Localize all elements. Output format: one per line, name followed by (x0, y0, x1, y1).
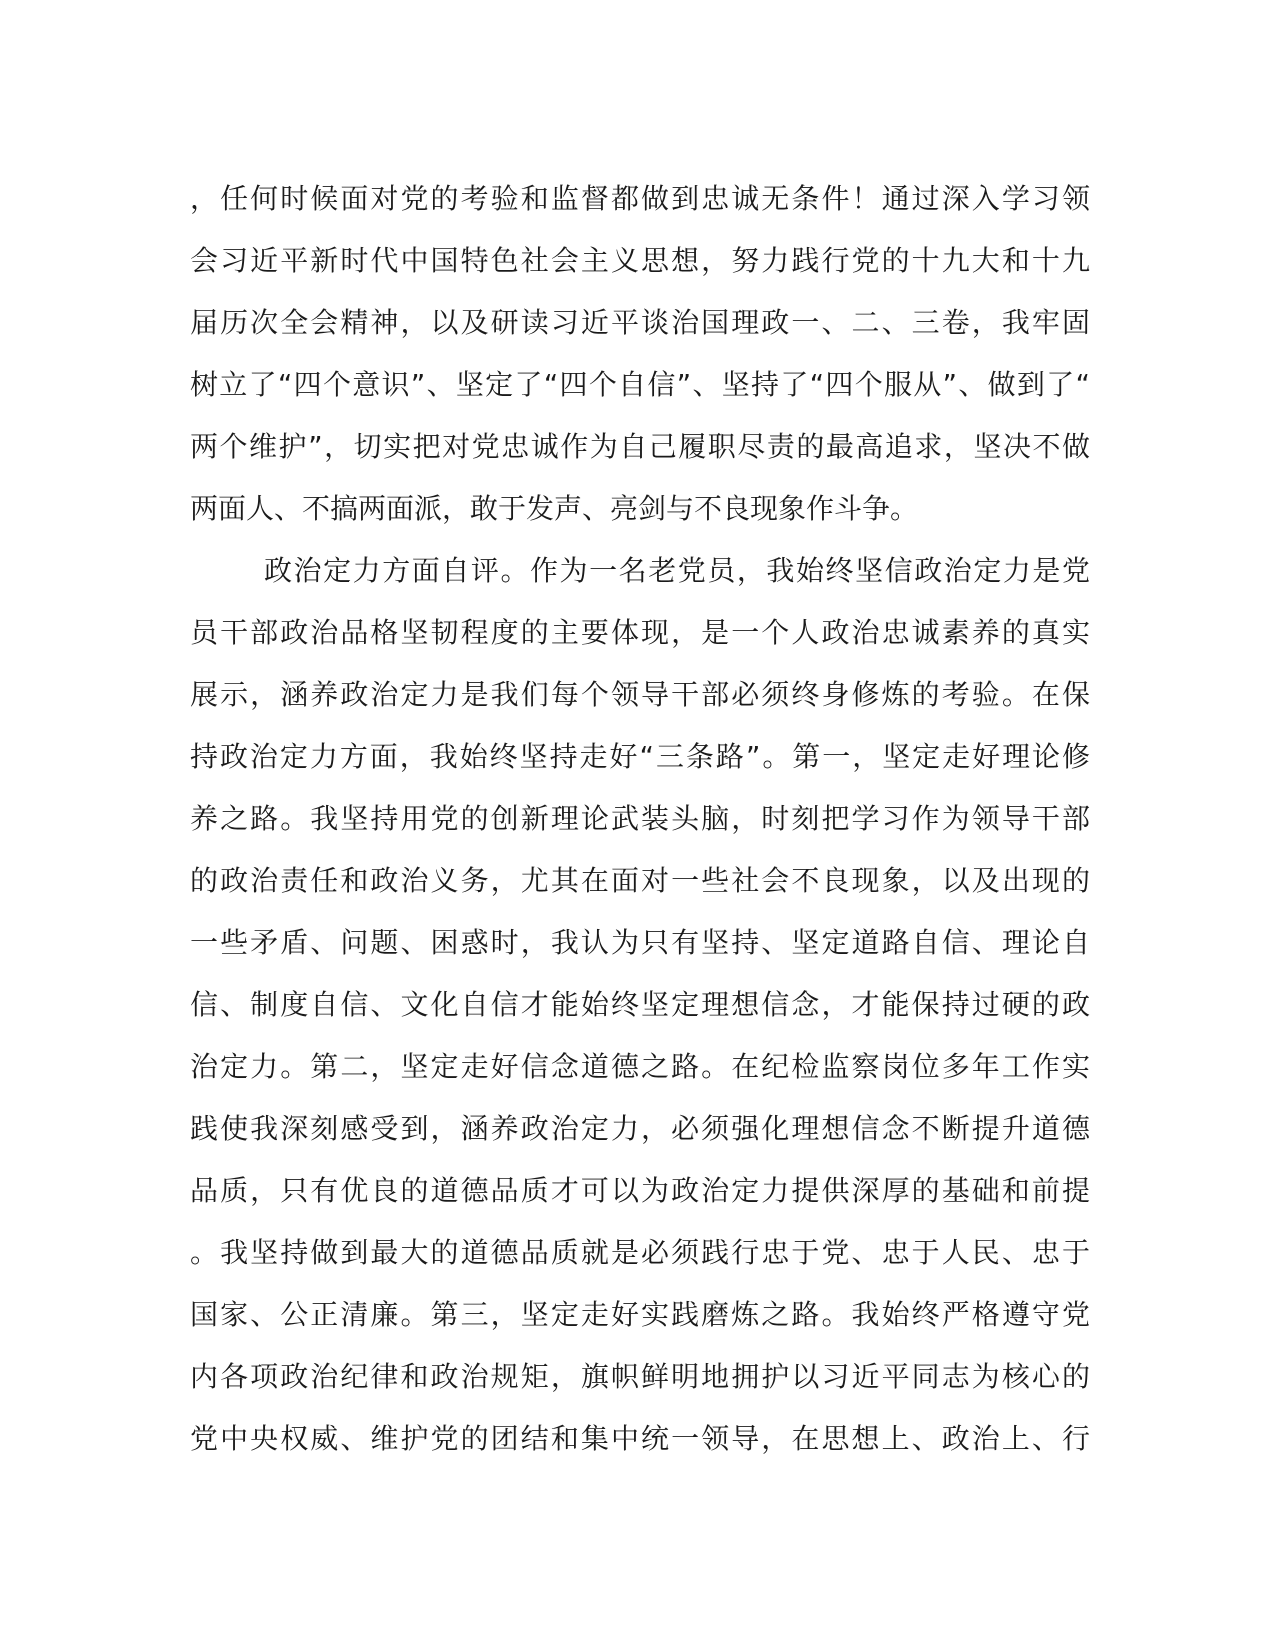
text-line: 品质，只有优良的道德品质才可以为政治定力提供深厚的基础和前提 (190, 1174, 1090, 1207)
text-line: 的政治责任和政治义务，尤其在面对一些社会不良现象，以及出现的 (190, 864, 1090, 897)
text-line: 展示，涵养政治定力是我们每个领导干部必须终身修炼的考验。在保 (190, 678, 1090, 711)
text-line: 持政治定力方面，我始终坚持走好“三条路”。第一，坚定走好理论修 (190, 740, 1090, 773)
text-line: 两面人、不搞两面派，敢于发声、亮剑与不良现象作斗争。 (190, 492, 919, 525)
text-line: 信、制度自信、文化自信才能始终坚定理想信念，才能保持过硬的政 (190, 988, 1090, 1021)
text-line: 一些矛盾、问题、困惑时，我认为只有坚持、坚定道路自信、理论自 (190, 926, 1090, 959)
text-line: 届历次全会精神，以及研读习近平谈治国理政一、二、三卷，我牢固 (190, 306, 1090, 339)
text-line: 。我坚持做到最大的道德品质就是必须践行忠于党、忠于人民、忠于 (190, 1236, 1090, 1269)
text-line: 两个维护”，切实把对党忠诚作为自己履职尽责的最高追求，坚决不做 (190, 430, 1090, 463)
text-line: 养之路。我坚持用党的创新理论武装头脑，时刻把学习作为领导干部 (190, 802, 1090, 835)
text-line: 国家、公正清廉。第三，坚定走好实践磨炼之路。我始终严格遵守党 (190, 1298, 1090, 1331)
text-line: ，任何时候面对党的考验和监督都做到忠诚无条件！通过深入学习领 (190, 182, 1090, 215)
text-line: 践使我深刻感受到，涵养政治定力，必须强化理想信念不断提升道德 (190, 1112, 1090, 1145)
text-line: 党中央权威、维护党的团结和集中统一领导，在思想上、政治上、行 (190, 1422, 1090, 1455)
text-line: 治定力。第二，坚定走好信念道德之路。在纪检监察岗位多年工作实 (190, 1050, 1090, 1083)
text-line: 会习近平新时代中国特色社会主义思想，努力践行党的十九大和十九 (190, 244, 1090, 277)
text-line: 员干部政治品格坚韧程度的主要体现，是一个人政治忠诚素养的真实 (190, 616, 1090, 649)
body-text (190, 168, 1090, 1470)
text-line: 树立了“四个意识”、坚定了“四个自信”、坚持了“四个服从”、做到了“ (190, 368, 1090, 401)
paragraph-first-line: 政治定力方面自评。作为一名老党员，我始终坚信政治定力是党 (264, 554, 1090, 587)
text-line: 内各项政治纪律和政治规矩，旗帜鲜明地拥护以习近平同志为核心的 (190, 1360, 1090, 1393)
